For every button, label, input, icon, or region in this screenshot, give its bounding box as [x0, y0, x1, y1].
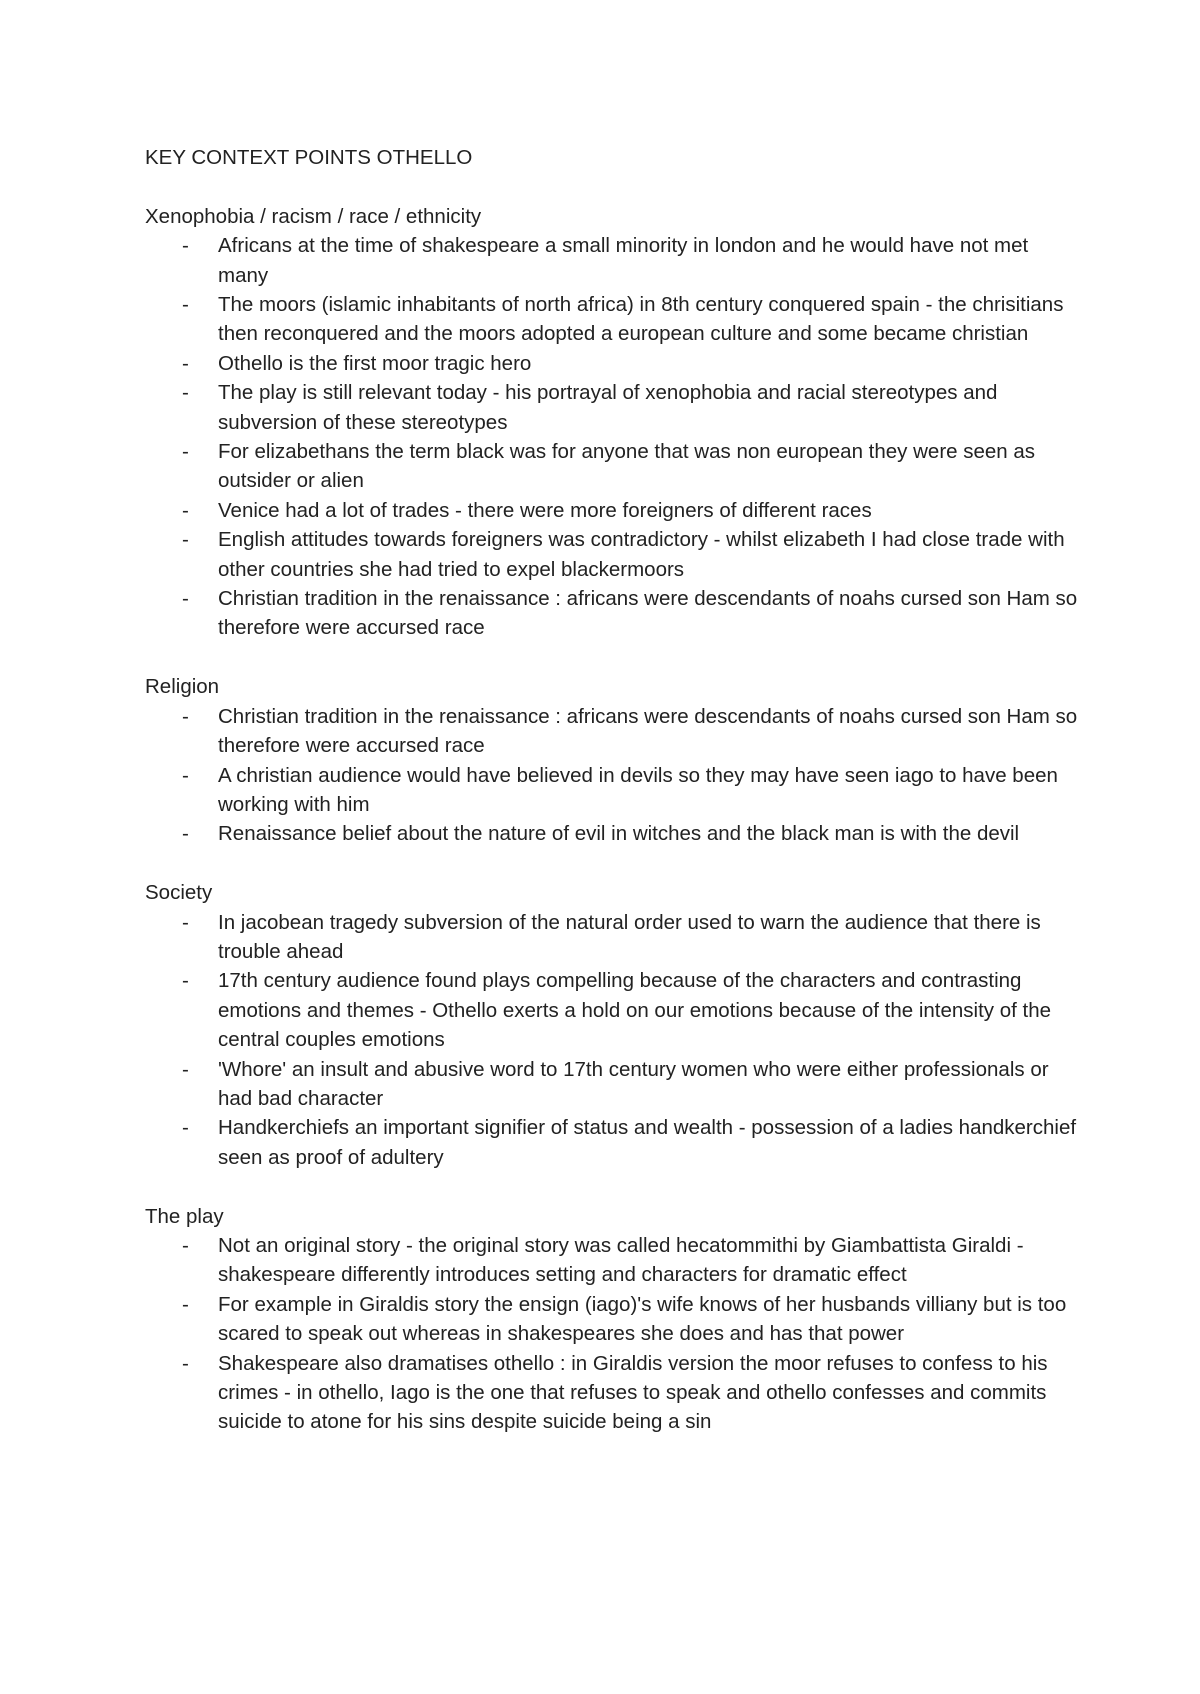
list-item	[145, 290, 1080, 349]
list-item	[145, 1113, 1080, 1172]
list-item	[145, 1290, 1080, 1349]
section-society	[145, 878, 1080, 1172]
list-item	[145, 349, 1080, 378]
list-item-text: Venice had a lot of trades - there were more foreigners of different races	[218, 498, 872, 522]
list-item-text: Not an original story - the original story was called hecatommithi by Giambattista Giraldi - shakespeare differently introduces setting and characters for dramatic effect	[218, 1233, 1024, 1287]
list-item-text: English attitudes towards foreigners was contradictory - whilst elizabeth I had close trade with other countries she had tried to expel blackermoors	[218, 528, 1065, 581]
list-item	[145, 437, 1080, 496]
section-xenophobia-racism-race-ethnicity	[145, 202, 1080, 643]
sections-container	[145, 202, 1080, 1437]
dash-bullet-icon: -	[182, 910, 189, 934]
dash-bullet-icon: -	[182, 1292, 189, 1316]
list-item-text: Christian tradition in the renaissance : africans were descendants of noahs cursed son Ham so therefore were accursed race	[218, 587, 1078, 640]
list-item-text: The moors (islamic inhabitants of north africa) in 8th century conquered spain - the chrisitians then reconquered and the moors adopted a european culture and some became christian	[218, 293, 1064, 346]
list-item-text: 17th century audience found plays compelling because of the characters and contrasting emotions and themes - Othello exerts a hold on our emotions because of the intensity of the central couples emotions	[218, 969, 1052, 1052]
list-item	[145, 1231, 1080, 1290]
list-item	[145, 908, 1080, 967]
list-item-text: Handkerchiefs an important signifier of status and wealth - possession of a ladies handkerchief seen as proof of adultery	[218, 1116, 1077, 1169]
section-heading: Religion	[145, 675, 220, 699]
dash-bullet-icon: -	[182, 351, 189, 375]
section-religion	[145, 672, 1080, 848]
list-item	[145, 525, 1080, 584]
dash-bullet-icon: -	[182, 381, 189, 405]
section-heading: Society	[145, 881, 213, 905]
list-item	[145, 584, 1080, 643]
list-item-text: Shakespeare also dramatises othello : in Giraldis version the moor refuses to confess to his crimes - in othello, Iago is the one that refuses to speak and othello confesses and commits suicide to atone for his sins despite suicide being a sin	[218, 1351, 1048, 1434]
list-item	[145, 231, 1080, 290]
list-item-text: Africans at the time of shakespeare a small minority in london and he would have not met many	[218, 234, 1029, 287]
dash-bullet-icon: -	[182, 498, 189, 522]
list-item-text: For elizabethans the term black was for anyone that was non european they were seen as outsider or alien	[218, 440, 1036, 493]
list-item-text: 'Whore' an insult and abusive word to 17th century women who were either professionals or had bad character	[218, 1057, 1049, 1110]
list-item	[145, 378, 1080, 437]
section-the-play	[145, 1202, 1080, 1437]
bullet-list	[145, 1231, 1080, 1437]
list-item-text: Renaissance belief about the nature of evil in witches and the black man is with the devil	[218, 822, 1020, 846]
list-item-text: The play is still relevant today - his portrayal of xenophobia and racial stereotypes and subversion of these stereotypes	[218, 381, 998, 434]
dash-bullet-icon: -	[182, 528, 189, 552]
dash-bullet-icon: -	[182, 1116, 189, 1140]
dash-bullet-icon: -	[182, 1057, 189, 1081]
dash-bullet-icon: -	[182, 440, 189, 464]
bullet-list	[145, 231, 1080, 643]
dash-bullet-icon: -	[182, 234, 189, 258]
bullet-list	[145, 702, 1080, 849]
dash-bullet-icon: -	[182, 969, 189, 993]
dash-bullet-icon: -	[182, 1233, 189, 1257]
section-heading: The play	[145, 1204, 224, 1228]
dash-bullet-icon: -	[182, 763, 189, 787]
list-item	[145, 966, 1080, 1054]
list-item	[145, 496, 1080, 525]
list-item	[145, 1055, 1080, 1114]
document-body	[145, 143, 1080, 1437]
bullet-list	[145, 908, 1080, 1173]
section-heading: Xenophobia / racism / race / ethnicity	[145, 204, 482, 228]
list-item-text: In jacobean tragedy subversion of the natural order used to warn the audience that there is trouble ahead	[218, 910, 1041, 963]
list-item-text: A christian audience would have believed in devils so they may have seen iago to have been working with him	[218, 763, 1058, 816]
list-item	[145, 702, 1080, 761]
list-item	[145, 819, 1080, 848]
dash-bullet-icon: -	[182, 822, 189, 846]
dash-bullet-icon: -	[182, 587, 189, 611]
dash-bullet-icon: -	[182, 293, 189, 317]
list-item-text: For example in Giraldis story the ensign (iago)'s wife knows of her husbands villiany but is too scared to speak out whereas in shakespeares she does and has that power	[218, 1292, 1067, 1346]
document-title: KEY CONTEXT POINTS OTHELLO	[145, 146, 473, 169]
list-item-text: Christian tradition in the renaissance : africans were descendants of noahs cursed son Ham so therefore were accursed race	[218, 704, 1078, 758]
dash-bullet-icon: -	[182, 704, 189, 728]
list-item	[145, 1349, 1080, 1437]
list-item	[145, 761, 1080, 820]
dash-bullet-icon: -	[182, 1351, 189, 1375]
list-item-text: Othello is the first moor tragic hero	[218, 351, 532, 375]
